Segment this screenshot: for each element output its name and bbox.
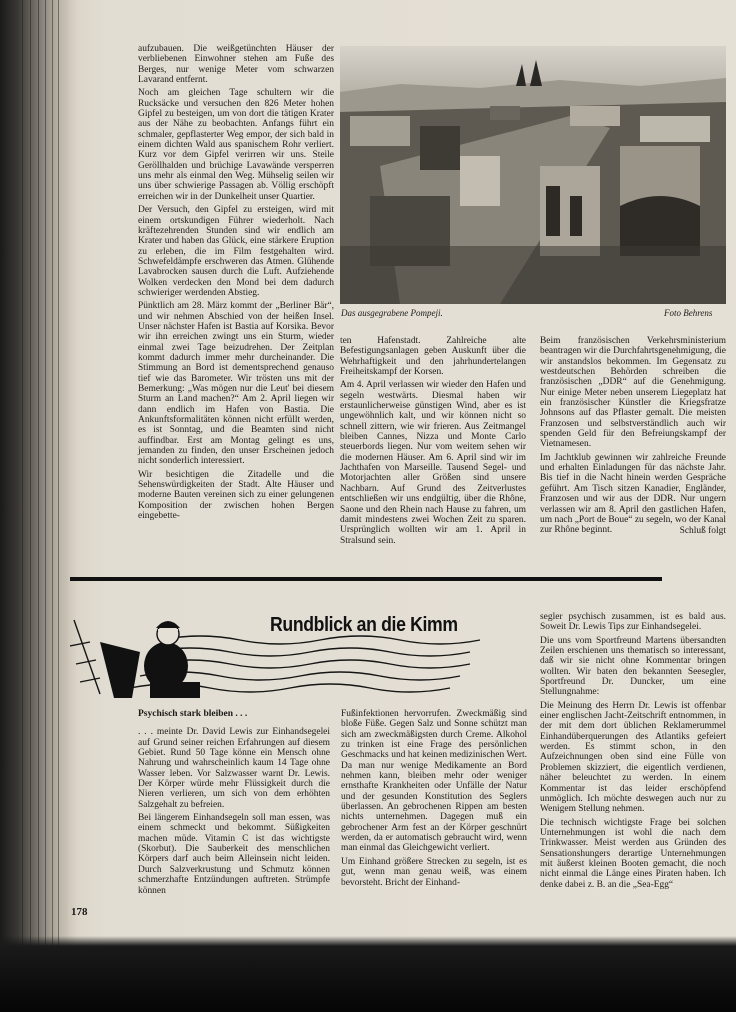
- photo-credit: Foto Behrens: [664, 308, 713, 318]
- paragraph: Um Einhand größere Strecken zu segeln, ist es gut, wenn man genau weiß, was einem bevorsteht. Bricht der Einhand-: [341, 856, 527, 888]
- top-column-2: [340, 336, 526, 549]
- article-column-2: [341, 709, 527, 891]
- paragraph: Wir besichtigen die Zitadelle und die Sehenswürdigkeiten der Stadt. Alte Häuser und moderne Bauten vereinen sich zu einer gelungenen Komposition der zwischen hohen Bergen eingebette-: [138, 469, 334, 522]
- paragraph: Bei längerem Einhandsegeln soll man essen, was einem schmeckt und bekommt. Süßigkeiten machen müde. Vitamin C ist das wichtigste (Skorbut). Die Sauberkeit des menschlichen Körpers darf auch beim Alleinsein nicht leiden. Durch Salzverkrustung und Schmutz können schmerzhafte Entzündungen auftreten. Strümpfe können: [138, 813, 330, 896]
- scan-background: [0, 936, 736, 1012]
- paragraph: ten Hafenstadt. Zahlreiche alte Befestigungsanlagen geben Auskunft über die Wehrhaftigkeit und den jahrhundertelangen Freiheitskampf der Korsen.: [340, 336, 526, 378]
- paragraph: Die technisch wichtigste Frage bei solchen Unternehmungen ist wohl die nach dem Trinkwasser. Meist werden aus Gründen des Sensationshungers derartige Unternehmungen mit äußerst kleinen Booten gemacht, die noch nicht einmal die Länge eines Piraten haben. Ich denke dabei z. B. an die „Sea-Egg“: [540, 817, 726, 890]
- paragraph: . . . meinte Dr. David Lewis zur Einhandsegelei auf Grund seiner reichen Erfahrungen auf diesem Gebiet. Rund 50 Tage könne ein Mensch ohne Nahrung und wahrscheinlich kaum 14 Tage ohne Wasser leben. Vor Salzwasser warnt Dr. Lewis. Der Körper würde mehr Flüssigkeit durch die Nieren verlieren, um sich von dem erhöhten Salzgehalt zu befreien.: [138, 727, 330, 810]
- photo-caption: Das ausgegrabene Pompeji.: [341, 308, 443, 318]
- section-divider: [70, 577, 662, 581]
- paragraph: Pünktlich am 28. März kommt der „Berliner Bär“, und wir nehmen Abschied von der heißen Insel. Unser nächster Hafen ist Bastia auf Korsika. Bevor wir ihn erreichen zwingt uns ein Sturm, wieder einmal zwei Tage beizudrehen. Der Zeitplan kommt dadurch immer mehr durcheinander. Die Stimmung an Bord ist dementsprechend genauso tief wie das Barometer. Wir trösten uns mit der Bemerkung: „Was mögen nur die Leut' bei diesem Sturm an Land machen?“ Am 2. April liegen wir dann endlich im Hafen von Bastia. Die Ankunftsformalitäten können nicht erfüllt werden, es ist Sonntag, und die Beamten sind nicht auffindbar. Erst am Montag gelingt es uns, jemanden zu finden, den unser Erscheinen jedoch nicht sonderlich interessiert.: [138, 301, 334, 467]
- paragraph: Die uns vom Sportfreund Martens übersandten Zeilen erschienen uns thematisch so interessant, daß wir sie nicht ohne Kommentar bringen wollten. Wir baten den bekannten Seesegler, Sportfreund Dr. Duncker, um eine Stellungnahme:: [540, 635, 726, 698]
- paragraph: Noch am gleichen Tage schultern wir die Rucksäcke und versuchen den 826 Meter hohen Gipfel zu besteigen, um von dort die tätigen Krater aus der Nähe zu beobachten. Anfangs führt ein schmaler, gepflasterter Weg empor, der sich bald in einem dichten Wald aus spanischem Rohr verliert. Kurz vor dem Gipfel verirren wir uns. Steile Geröllhalden und brüchige Lavawände versperren uns mehr als einmal den Weg. Mühselig seilen wir uns über schwierige Passagen ab. Völlig erschöpft erreichen wir in der Dunkelheit unser Quartier.: [138, 88, 334, 202]
- paragraph: segler psychisch zusammen, ist es bald aus. Soweit Dr. Lewis Tips zur Einhandsegelei.: [540, 612, 726, 633]
- paragraph: Der Versuch, den Gipfel zu ersteigen, wird mit einem ortskundigen Führer wiederholt. Nach kräftezehrenden Stunden sind wir endlich am Krater und haben das Glück, eine stärkere Eruption zu erleben, die im Film festgehalten wird. Schwefeldämpfe erschweren das Atmen. Glühende Lavabrocken sausen durch die Luft. Aufziehende Wolken verdecken den Mond bei dem dadurch schwieriger werdenden Abstieg.: [138, 205, 334, 298]
- article-headline: Rundblick an die Kimm: [270, 613, 458, 636]
- continued-note: Schluß folgt: [679, 525, 726, 536]
- paragraph: Fußinfektionen hervorrufen. Zweckmäßig sind bloße Füße. Gegen Salz und Sonne schützt man sich am zweckmäßigsten durch Creme. Alkohol zu trinken ist eine Frage des persönlichen Geschmacks und hat keinen medizinischen Wert. Da man nur wenige Medikamente an Bord nehmen kann, bleiben mehr oder weniger ernsthafte Krankheiten oder Unfälle der Natur und der gesunden Konstitution des Seglers überlassen. An gebrochenen Rippen am besten nichts unternehmen. Dagegen muß ein gebrochener Arm fest an der Körper geschnürt werden, da er automatisch gebraucht wird, wenn man einmal das Gleichgewicht verliert.: [341, 709, 527, 854]
- article-column-3: [540, 612, 726, 893]
- article-column-1: [138, 709, 330, 899]
- article-subhead: Psychisch stark bleiben . . .: [138, 709, 248, 719]
- paragraph: Im Jachtklub gewinnen wir zahlreiche Freunde und erhalten Einladungen für das nächste Jahr. Bis tief in die Nacht hinein werden Gespräche geführt. Am Tisch sitzen Kanadier, Engländer, Franzosen und wir aus der DDR. Nur ungern verlassen wir am 8. April den gastlichen Hafen, um nach „Port de Boue“ zu segeln, wo der Kanal zur Rhône beginnt.: [540, 452, 726, 536]
- paragraph: aufzubauen. Die weißgetünchten Häuser der verbliebenen Einwohner stehen am Fuße des Berges, nur wenige Meter vom schwarzen Lavarand entfernt.: [138, 44, 334, 86]
- book-spine: [0, 0, 72, 1012]
- top-column-3: [540, 336, 726, 536]
- paragraph: Die Meinung des Herrn Dr. Lewis ist offenbar einer englischen Jacht-Zeitschrift entnommen, in der mit dem dort üblichen Reklamerummel Einhandüberquerungen des Atlantiks gefeiert werden. Es stimmt schon, in den Aufzeichnungen oben sind eine Fülle von Problemen skizziert, die eigentlich verdienen, näher beleuchtet zu werden. In einem Kommentar ist das leider erschöpfend unmöglich. Ich möchte deswegen auch nur zu Wenigem Stellung nehmen.: [540, 700, 726, 815]
- page-number: 178: [71, 906, 88, 918]
- top-column-1: [138, 44, 334, 524]
- paragraph: Am 4. April verlassen wir wieder den Hafen und segeln westwärts. Diesmal haben wir erstaunlicherweise günstigen Wind, aber es ist ungewöhnlich kalt, und wir können nicht so schnell zittern, wie wir frieren. Aus Zeitmangel bleiben Cannes, Nizza und Monte Carlo steuerbords liegen. Nur vom weitem sehen wir die modernen Häuser. Am 6. April sind wir im Jachthafen von Marseille. Tausend Segel- und Motorjachten aller Größen sind unsere Nachbarn. Auf Grund des Zeitverlustes entschließen wir uns endgültig, über die Rhône, Saone und den Rhein nach Hause zu fahren, um damit mindestens zwei Wochen Zeit zu sparen. Ursprünglich wollten wir am 1. April in Stralsund sein.: [340, 380, 526, 546]
- pompeii-photo: [340, 46, 726, 304]
- paragraph: Beim französischen Verkehrsministerium beantragen wir die Durchfahrtsgenehmigung, die wir anstandslos bekommen. Im Gegensatz zu westdeutschen Behörden schreiben die französischen „DDR“ auf die Genehmigung. Nur einige Meter neben unserem Liegeplatz hat ein französischer Künstler die Kriegsfratze Johnsons auf das Pflaster gemalt. Die meisten Franzosen und selbstverständlich auch wir spenden Geld für den Befreiungskampf der Vietnamesen.: [540, 336, 726, 450]
